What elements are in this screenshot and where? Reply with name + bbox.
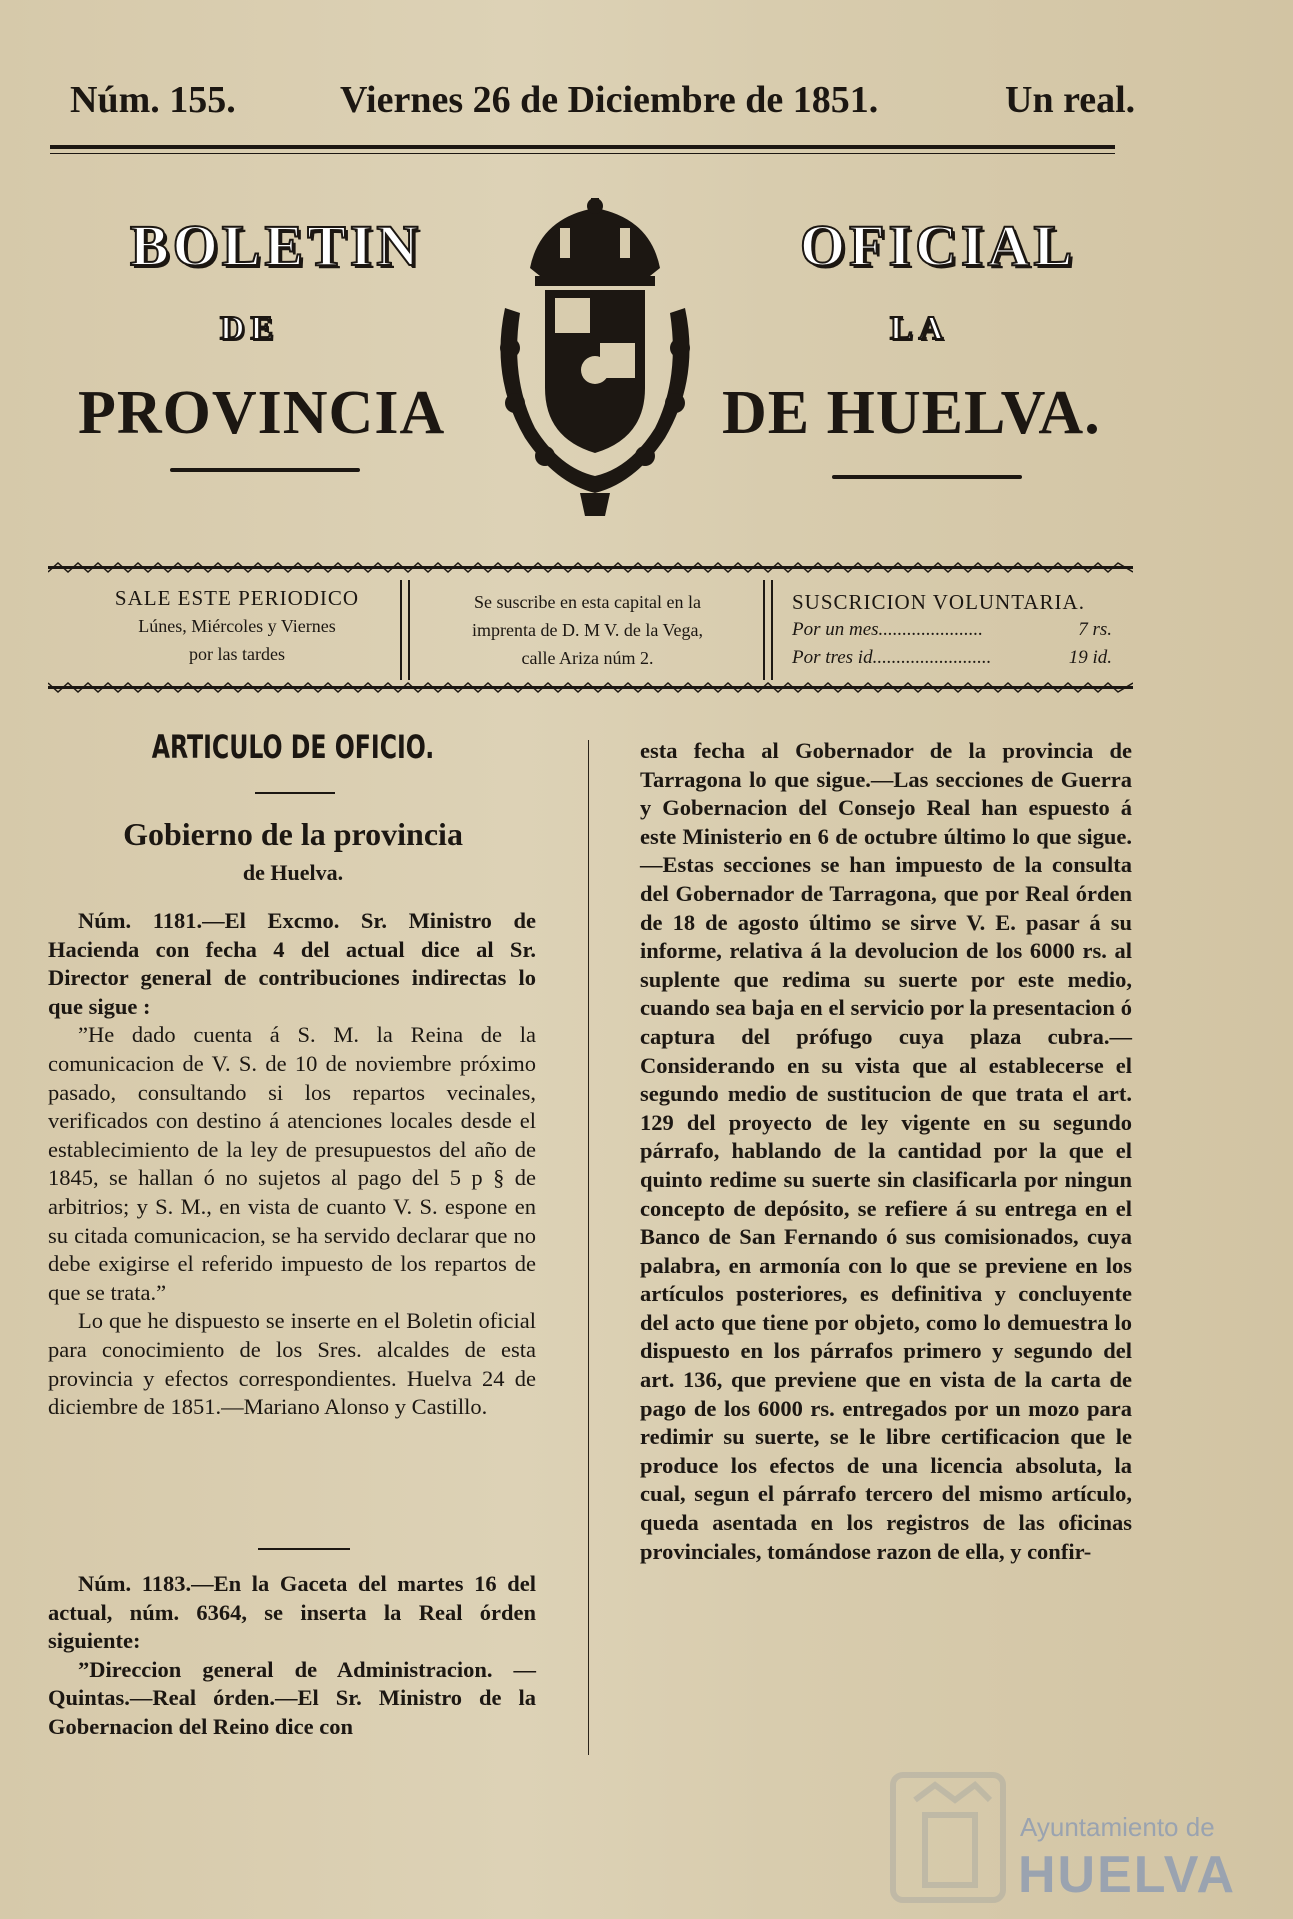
price-month-value: 7 rs. — [1078, 619, 1112, 640]
title-de-huelva: DE HUELVA. — [722, 379, 1101, 447]
info-box-prices — [792, 588, 1112, 672]
title-de: DE — [220, 310, 280, 347]
government-title: Gobierno de la provincia — [123, 816, 463, 852]
article-1181 — [48, 907, 536, 1021]
article-1181-intro: —El Excmo. Sr. Ministro de Hacienda con fecha 4 del actual dice al Sr. Director general de contribuciones indirectas lo que sigue : — [48, 908, 536, 1019]
info-separator-1 — [400, 580, 410, 680]
subscription-place-line1: Se suscribe en esta capital en la — [474, 592, 701, 612]
schedule-days: Lúnes, Miércoles y Viernes — [138, 616, 336, 636]
info-separator-2 — [763, 580, 773, 680]
title-provincia: PROVINCIA — [78, 379, 446, 447]
masthead-rule-thin — [50, 153, 1115, 154]
issue-number: Núm. 155. — [70, 79, 236, 121]
title-boletin: BOLETIN — [130, 213, 423, 278]
price-three-value: 19 id. — [1068, 647, 1112, 668]
article-1181-number: Núm. 1181. — [78, 908, 203, 933]
info-border-top — [48, 560, 1133, 576]
price-month-label: Por un mes...................... — [792, 619, 984, 640]
price-row-three-months — [792, 644, 1112, 672]
price-three-label: Por tres id......................... — [792, 647, 992, 668]
article-1183 — [48, 1570, 536, 1656]
government-subtitle: de Huelva. — [242, 860, 344, 885]
masthead — [70, 78, 1140, 128]
column-divider — [588, 740, 589, 1755]
masthead-rule — [50, 145, 1115, 149]
subscription-place-line3: calle Ariza núm 2. — [521, 648, 654, 668]
price-row-month — [792, 616, 1112, 644]
article-1181-quote: ”He dado cuenta á S. M. la Reina de la comunicacion de V. S. de 10 de noviembre próximo pasado, consultando si los repartos vecinales, verificados con destino á atenciones locales desde el establecimiento de la ley de presupuestos del año de 1845, se hallan ó no sujetos al pago del 5 p § de arbitrios; y S. M., en vista de cuanto V. S. espone en su citada comunicacion, se ha servido declarar que no debe exigirse el referido impuesto de los repartos de que se trata.” — [48, 1022, 536, 1305]
left-column-text-2 — [48, 1570, 536, 1742]
article-1183-quote-start: ”Direccion general de Administracion. —Quintas.—Real órden.—El Sr. Ministro de la Gobernacion del Reino dice con — [48, 1656, 536, 1739]
article-1183-number: Núm. 1183. — [78, 1571, 192, 1596]
section-rule — [255, 792, 335, 794]
title-oficial: OFICIAL — [800, 213, 1077, 278]
subscription-place-line2: imprenta de D. M V. de la Vega, — [472, 620, 703, 640]
article-1183-continuation: esta fecha al Gobernador de la provincia de Tarragona lo que sigue.—Las secciones de Guerra y Gobernacion del Consejo Real han espuesto á este Ministerio en 6 de octubre último lo que sigue.—Estas secciones se han impuesto de la consulta del Gobernador de Tarragona, que por Real órden de 18 de agosto último se sirve V. E. pasar á su informe, relativa á la devolucion de los 6000 rs. al suplente que redima su suerte por este medio, cuando sea baja en el servicio por la presentacion ó captura del prófugo cuya plaza cubra.—Considerando en su vista que al establecerse el segundo medio de sustitucion de que trata el art. 129 del proyecto de ley vigente en su segundo párrafo, hablando de la cantidad por la que el quinto redime su suerte sin clasificarla por ningun concepto de depósito, se refiere á su entrega en el Banco de San Fernando ó sus comisionados, cuya palabra, en armonía con lo que se previene en los artículos posteriores, es definitiva y concluyente del acto que tiene por objeto, como lo demuestra lo dispuesto en los párrafos primero y segundo del art. 136, que previene que en vista de la carta de pago de los 6000 rs. entregados por un mozo para redimir su suerte, se le libre certificacion que le produce los efectos de una licencia absoluta, la cual, segun el párrafo tercero del mismo artículo, queda asentada en los registros de las oficinas provinciales, tomándose razon de ella, y confir- — [640, 738, 1132, 1564]
info-box-schedule — [82, 584, 392, 668]
issue-date: Viernes 26 de Diciembre de 1851. — [340, 79, 879, 121]
article-1181-closing: Lo que he dispuesto se inserte en el Boletin oficial para conocimiento de los Sres. alcaldes de esta provincia y efectos correspondientes. Huelva 24 de diciembre de 1851.—Mariano Alonso y Castillo. — [48, 1308, 536, 1420]
watermark-line2: HUELVA — [1018, 1846, 1237, 1904]
schedule-time: por las tardes — [189, 644, 285, 664]
info-box-subscription-place — [420, 588, 755, 672]
right-column-text — [640, 737, 1132, 1566]
watermark-line1: Ayuntamiento de — [1020, 1812, 1215, 1842]
article-1183-intro: —En la Gaceta del martes 16 del actual, núm. 6364, se inserta la Real órden siguiente: — [48, 1571, 536, 1654]
title-ornament-right — [832, 475, 1022, 479]
title-ornament-left — [170, 468, 360, 472]
royal-crest-icon — [470, 198, 720, 518]
title-la: LA — [890, 310, 950, 347]
prices-heading: SUSCRICION VOLUNTARIA. — [792, 590, 1085, 614]
schedule-heading: SALE ESTE PERIODICO — [114, 586, 360, 610]
issue-price: Un real. — [1005, 79, 1136, 121]
section-title: ARTICULO DE OFICIO. — [151, 728, 435, 766]
left-column-text — [48, 907, 536, 1422]
info-border-bottom — [48, 680, 1133, 696]
article-separator — [258, 1548, 350, 1550]
